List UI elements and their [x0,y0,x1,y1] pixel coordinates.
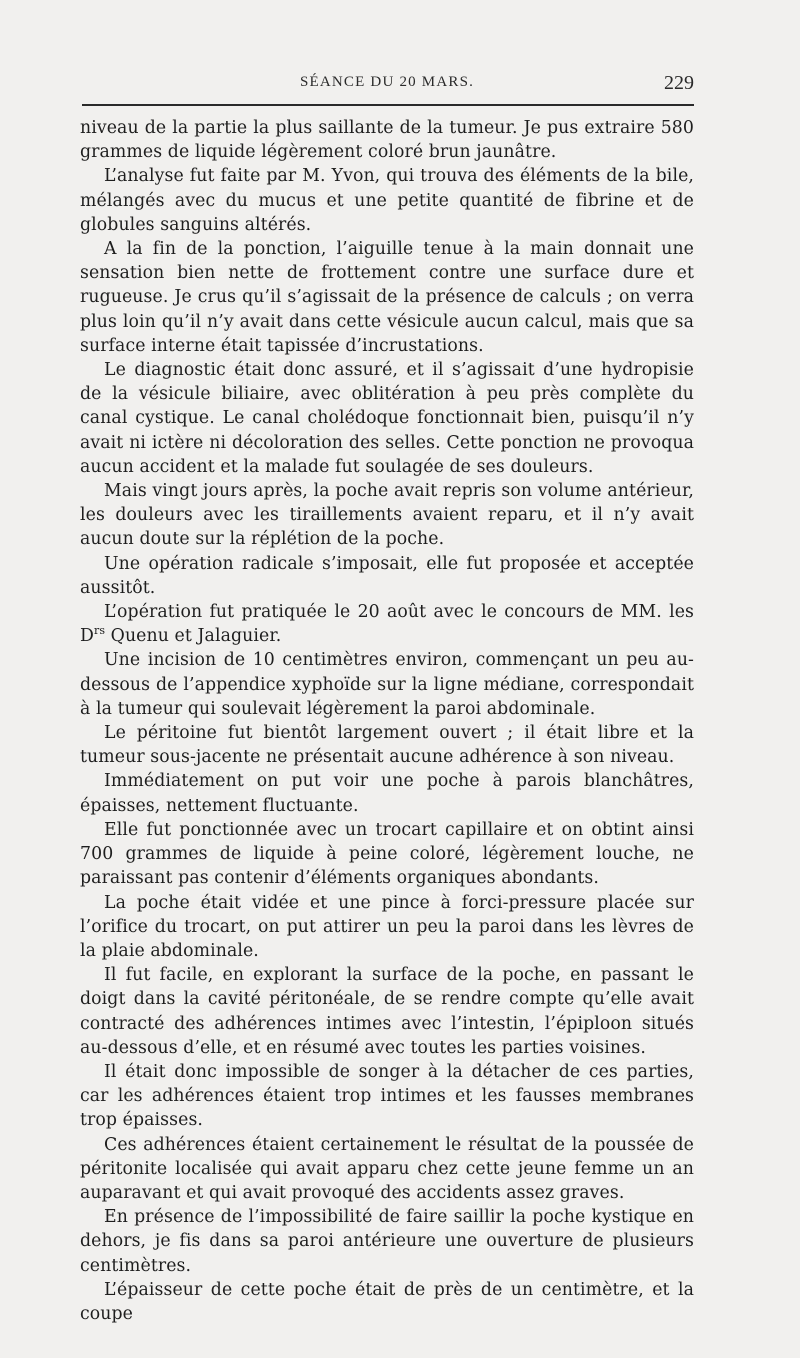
paragraph: Le péritoine fut bientôt largement ouvert ; il était libre et la tumeur sous-jacente ne présentait aucune adhérence à son niveau. [80,723,694,768]
header-rule [82,104,694,106]
paragraph: Elle fut ponctionnée avec un trocart capillaire et on obtint ainsi 700 grammes de liquide à peine coloré, légèrement louche, ne paraissant pas contenir d’éléments organiques abondants. [80,819,694,889]
running-title: SÉANCE DU 20 MARS. [299,74,475,90]
page-number: 229 [664,72,694,94]
body-text [80,116,694,1326]
paragraph: Une opération radicale s’imposait, elle fut proposée et acceptée aussitôt. [80,553,694,598]
paragraph: L’analyse fut faite par M. Yvon, qui trouva des éléments de la bile, mélangés avec du mucus et une petite quantité de fibrine et de globules sanguins altérés. [80,166,694,235]
paragraph: Il fut facile, en explorant la surface de la poche, en passant le doigt dans la cavité péritonéale, de se rendre compte qu’elle avait contracté des adhérences intimes avec l’intestin, l’épiploon situés au-dessous d’elle, et en résumé avec toutes les parties voisines. [80,965,694,1058]
paragraph: A la fin de la ponction, l’aiguille tenue à la main donnait une sensation bien nette de frottement contre une surface dure et rugueuse. Je crus qu’il s’agissait de la présence de calculs ; on verra plus loin qu’il n’y avait dans cette vésicule aucun calcul, mais que sa surface interne était tapissée d’incrustations. [80,239,694,356]
paragraph: Une incision de 10 centimètres environ, commençant un peu au-dessous de l’appendice xyphoïde sur la ligne médiane, correspondait à la tumeur qui soulevait légèrement la paroi abdominale. [80,650,694,719]
operation-text-before: L’opération fut pratiquée le 20 août avec le concours de MM. les D [80,602,694,647]
paragraph: Il était donc impossible de songer à la détacher de ces parties, car les adhérences étaient trop intimes et les fausses membranes trop épaisses. [80,1061,694,1131]
paragraph-operation [80,600,694,648]
paragraph: Ces adhérences étaient certainement le résultat de la poussée de péritonite localisée qui avait apparu chez cette jeune femme un an auparavant et qui avait provoqué des accidents assez graves. [80,1134,694,1203]
paragraph: En présence de l’impossibilité de faire saillir la poche kystique en dehors, je fis dans sa paroi antérieure une ouverture de plusieurs centimètres. [80,1207,694,1276]
paragraph: La poche était vidée et une pince à forci-pressure placée sur l’orifice du trocart, on put attirer un peu la paroi dans les lèvres de la plaie abdominale. [80,892,694,961]
doctors-superscript: rs [93,624,106,638]
paragraph: niveau de la partie la plus saillante de la tumeur. Je pus extraire 580 grammes de liquide légèrement coloré brun jaunâtre. [80,118,694,163]
paragraph: Immédiatement on put voir une poche à parois blanchâtres, épaisses, nettement fluctuante. [80,771,694,816]
paragraph: Le diagnostic était donc assuré, et il s’agissait d’une hydropisie de la vésicule biliaire, avec oblitération à peu près complète du canal cystique. Le canal cholédoque fonctionnait bien, puisqu’il n’y avait ni ictère ni décoloration des selles. Cette ponction ne provoqua aucun accident et la malade fut soulagée de ses douleurs. [80,360,694,477]
running-head [80,74,694,98]
paragraph: Mais vingt jours après, la poche avait repris son volume antérieur, les douleurs avec les tiraillements avaient reparu, et il n’y avait aucun doute sur la réplétion de la poche. [80,481,694,550]
paragraph: L’épaisseur de cette poche était de près de un centimètre, et la coupe [80,1279,694,1324]
operation-text-after: Quenu et Jalaguier. [105,626,282,647]
